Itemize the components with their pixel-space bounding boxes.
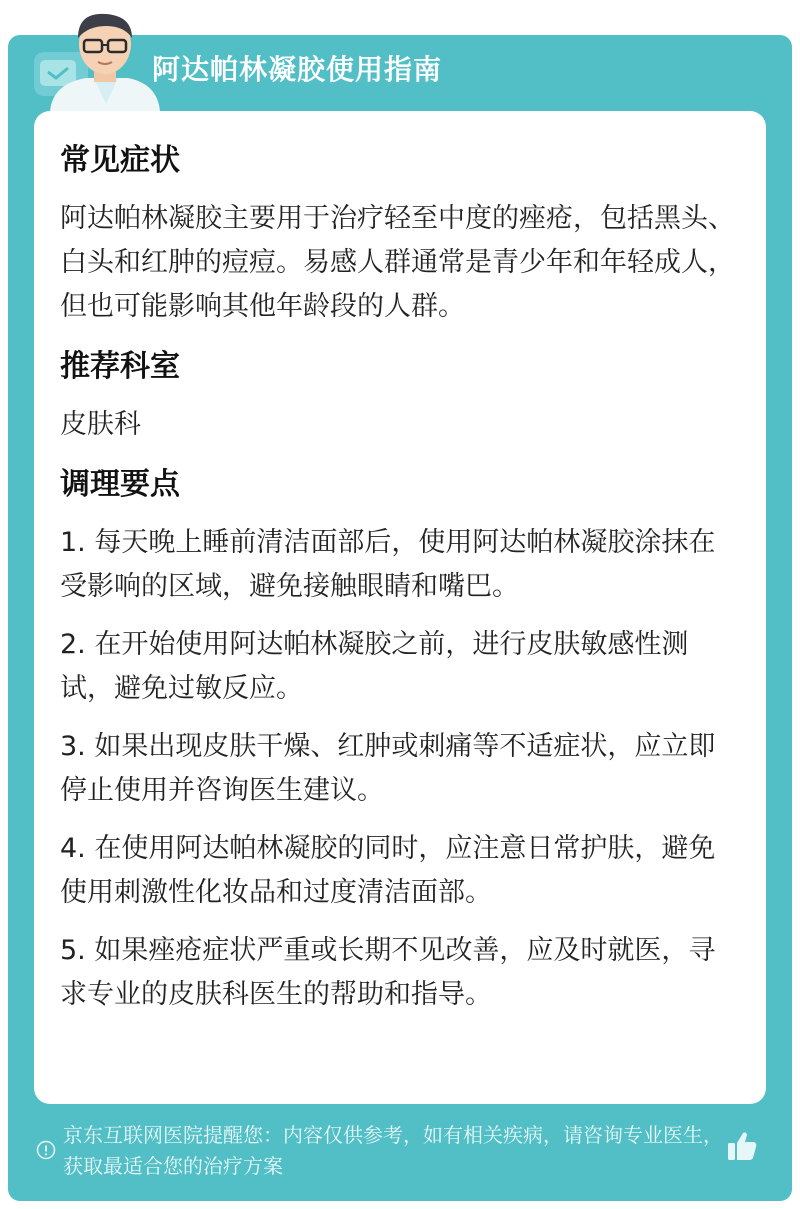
content-card — [34, 111, 766, 1104]
symptoms-text: 阿达帕林凝胶主要用于治疗轻至中度的痤疮，包括黑头、白头和红肿的痘痘。易感人群通常是青少年和年轻成人，但也可能影响其他年龄段的人群。 — [60, 203, 735, 322]
care-item-4: 4. 在使用阿达帕林凝胶的同时，应注意日常护肤，避免使用刺激性化妆品和过度清洁面部。 — [60, 833, 716, 908]
care-item-1: 1. 每天晚上睡前清洁面部后，使用阿达帕林凝胶涂抹在受影响的区域，避免接触眼睛和嘴巴。 — [60, 527, 716, 602]
section-title-care: 调理要点 — [60, 467, 180, 502]
section-title-symptoms: 常见症状 — [60, 143, 180, 178]
care-item-2: 2. 在开始使用阿达帕林凝胶之前，进行皮肤敏感性测试，避免过敏反应。 — [60, 629, 689, 704]
care-item-3: 3. 如果出现皮肤干燥、红肿或刺痛等不适症状，应立即停止使用并咨询医生建议。 — [60, 731, 716, 806]
department-text: 皮肤科 — [60, 409, 141, 440]
info-icon — [36, 1140, 56, 1160]
disclaimer-text: 京东互联网医院提醒您：内容仅供参考，如有相关疾病，请咨询专业医生，获取最适合您的治疗方案 — [63, 1123, 723, 1178]
footer-disclaimer — [36, 1120, 726, 1182]
page-title: 阿达帕林凝胶使用指南 — [152, 53, 443, 86]
thumbs-up-icon[interactable] — [724, 1128, 760, 1164]
section-title-department: 推荐科室 — [60, 349, 180, 384]
care-item-5: 5. 如果痤疮症状严重或长期不见改善，应及时就医，寻求专业的皮肤科医生的帮助和指导。 — [60, 935, 716, 1010]
